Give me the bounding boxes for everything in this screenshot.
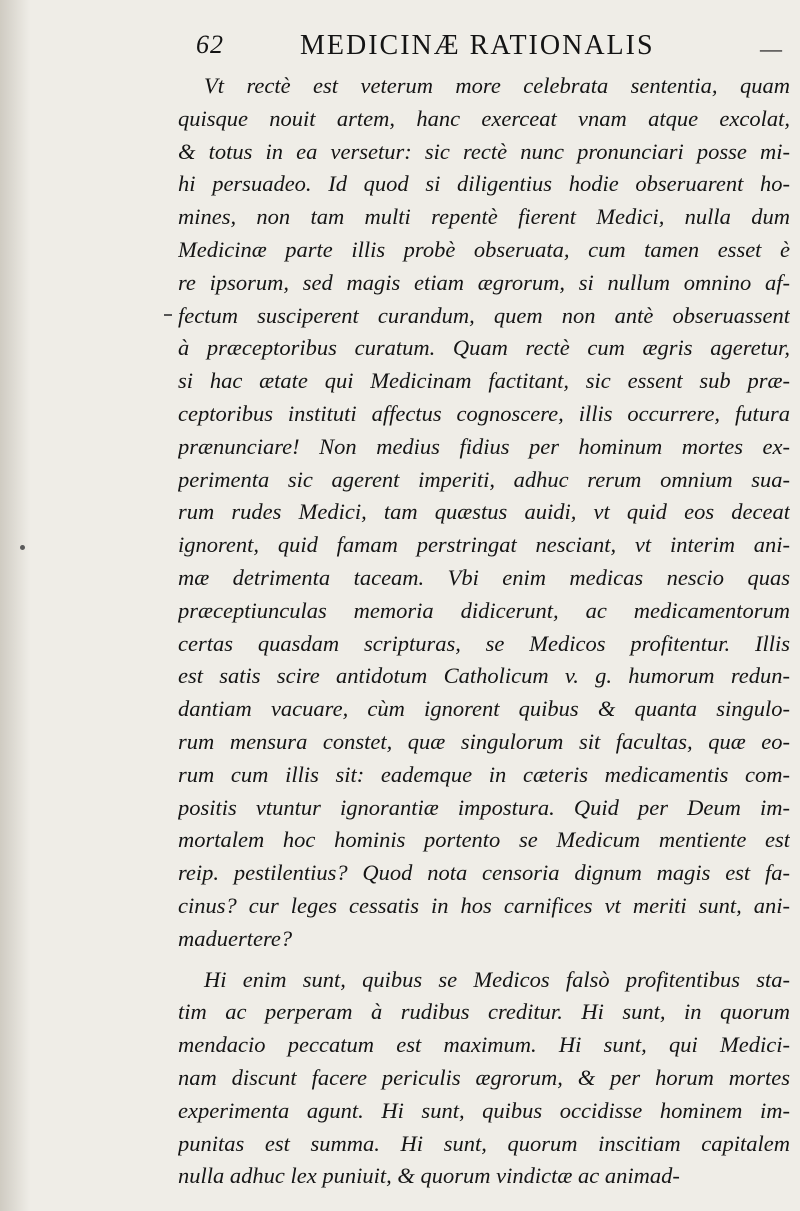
- text-line: maduertere?: [178, 925, 293, 951]
- paragraph-1: [178, 70, 790, 956]
- text-line: Vt rectè est veterum more celebrata sententia, quam: [204, 73, 790, 98]
- text-line: dantiam vacuare, cùm ignorent quibus & quanta singulo-: [178, 696, 790, 722]
- text-line: rum rudes Medici, tam quæstus auidi, vt quid eos deceat: [178, 499, 790, 525]
- text-line: Medicinæ parte illis probè obseruata, cum tamen esset è: [178, 236, 790, 262]
- text-line: certas quasdam scripturas, se Medicos profitentur. Illis: [178, 630, 790, 656]
- paragraph-2: [178, 964, 790, 1194]
- text-line: nam discunt facere periculis ægrorum, & per horum mortes: [178, 1064, 790, 1090]
- text-line: præceptiunculas memoria didicerunt, ac medicamentorum: [178, 597, 790, 623]
- text-line: ceptoribus instituti affectus cognoscere, illis occurrere, futura: [178, 400, 790, 426]
- text-line: mendacio peccatum est maximum. Hi sunt, qui Medici-: [178, 1032, 790, 1058]
- text-line: rum cum illis sit: eademque in cæteris medicamentis com-: [178, 761, 790, 787]
- text-line: mines, non tam multi repentè fierent Medici, nulla dum: [178, 204, 790, 230]
- running-title: MEDICINÆ RATIONALIS: [300, 30, 655, 61]
- text-line: & totus in ea versetur: sic rectè nunc pronunciari posse mi-: [178, 138, 790, 164]
- text-line: si hac ætate qui Medicinam factitant, sic essent sub præ-: [178, 368, 790, 394]
- running-head: [196, 30, 786, 72]
- text-line: tim ac perperam à rudibus creditur. Hi sunt, in quorum: [178, 999, 790, 1025]
- margin-dash-mark: [164, 314, 172, 316]
- text-line: hi persuadeo. Id quod si diligentius hodie obseruarent ho-: [178, 171, 790, 197]
- text-line: à præceptoribus curatum. Quam rectè cum ægris ageretur,: [178, 335, 790, 361]
- text-line: prænunciare! Non medius fidius per hominum mortes ex-: [178, 433, 790, 459]
- text-line: re ipsorum, sed magis etiam ægrorum, si nullum omnino af-: [178, 269, 790, 295]
- text-line: fectum susciperent curandum, quem non antè obseruassent: [178, 302, 790, 328]
- header-dash: —: [760, 36, 782, 61]
- text-line: experimenta agunt. Hi sunt, quibus occidisse hominem im-: [178, 1097, 790, 1123]
- text-line: punitas est summa. Hi sunt, quorum inscitiam capitalem: [178, 1130, 790, 1156]
- text-line: quisque nouit artem, hanc exerceat vnam atque excolat,: [178, 105, 790, 131]
- page-number: 62: [196, 30, 224, 59]
- text-line: mortalem hoc hominis portento se Medicum mentiente est: [178, 827, 790, 853]
- text-line: est satis scire antidotum Catholicum v. g. humorum redun-: [178, 663, 790, 689]
- binding-shadow: [0, 0, 30, 1211]
- margin-speck: [20, 545, 25, 550]
- text-line: rum mensura constet, quæ singulorum sit facultas, quæ eo-: [178, 728, 790, 754]
- body-text: [178, 70, 790, 1193]
- text-line: nulla adhuc lex puniuit, & quorum vindictæ ac animad-: [178, 1163, 680, 1189]
- text-line: positis vtuntur ignorantiæ impostura. Quid per Deum im-: [178, 794, 790, 820]
- text-line: Hi enim sunt, quibus se Medicos falsò profitentibus sta-: [204, 966, 790, 992]
- text-line: ignorent, quid famam perstringat nesciant, vt interim ani-: [178, 532, 790, 558]
- text-line: reip. pestilentius? Quod nota censoria dignum magis est fa-: [178, 860, 790, 886]
- text-line: perimenta sic agerent imperiti, adhuc rerum omnium sua-: [178, 466, 790, 492]
- text-line: cinus? cur leges cessatis in hos carnifices vt meriti sunt, ani-: [178, 892, 790, 918]
- text-line: mæ detrimenta taceam. Vbi enim medicas nescio quas: [178, 564, 790, 590]
